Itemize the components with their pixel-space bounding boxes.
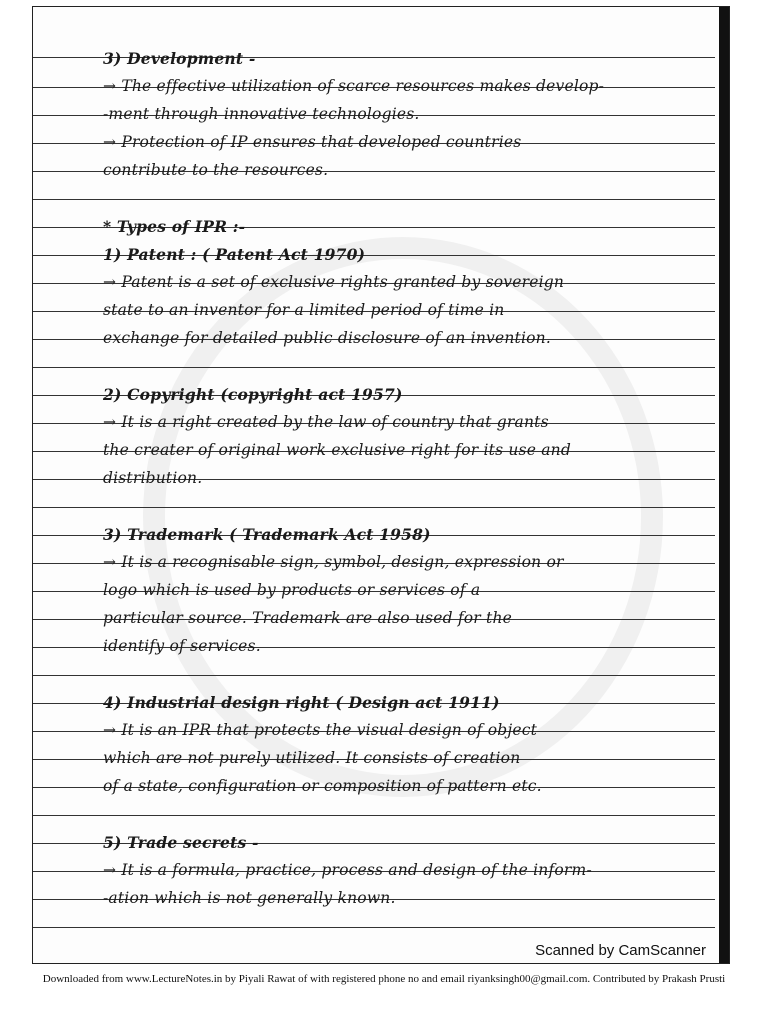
ruled-line [33,815,715,816]
note-line: the creater of original work exclusive right for its use and [103,441,571,459]
ruled-line [33,199,715,200]
note-line: distribution. [103,469,203,487]
note-line: → The effective utilization of scarce resources makes develop- [103,77,605,95]
section-heading-copyright: 2) Copyright (copyright act 1957) [103,385,403,404]
notebook-page [32,6,730,964]
note-line: particular source. Trademark are also used for the [103,609,513,627]
section-heading-trademark: 3) Trademark ( Trademark Act 1958) [103,525,431,544]
section-heading-types-of-ipr: * Types of IPR :- [103,217,246,236]
note-line: which are not purely utilized. It consists of creation [103,749,521,767]
note-line: of a state, configuration or composition of pattern etc. [103,777,542,795]
watermark-seal [143,237,663,797]
scanner-watermark: Scanned by CamScanner [535,942,706,959]
note-line: -ment through innovative technologies. [103,105,420,123]
note-line: → Protection of IP ensures that developed countries [103,133,522,151]
page-binding-edge [719,7,729,963]
section-heading-development: 3) Development - [103,49,256,68]
section-heading-patent: 1) Patent : ( Patent Act 1970) [103,245,366,264]
note-line: -ation which is not generally known. [103,889,396,907]
note-line: → It is a recognisable sign, symbol, design, expression or [103,553,564,571]
download-footer: Downloaded from www.LectureNotes.in by Piyali Rawat of with registered phone no and email riyanksingh00@gmail.com. Contributed by Prakash Prusti [42,973,726,985]
note-line: → It is a right created by the law of country that grants [103,413,549,431]
note-line: exchange for detailed public disclosure of an invention. [103,329,551,347]
note-line: identify of services. [103,637,261,655]
note-line: state to an inventor for a limited period of time in [103,301,505,319]
section-heading-industrial-design: 4) Industrial design right ( Design act 1911) [103,693,500,712]
ruled-line [33,367,715,368]
note-line: → It is a formula, practice, process and design of the inform- [103,861,592,879]
note-line: → Patent is a set of exclusive rights granted by sovereign [103,273,565,291]
ruled-line [33,927,715,928]
ruled-line [33,675,715,676]
note-line: logo which is used by products or services of a [103,581,481,599]
note-line: contribute to the resources. [103,161,329,179]
ruled-line [33,507,715,508]
note-line: → It is an IPR that protects the visual design of object [103,721,538,739]
section-heading-trade-secrets: 5) Trade secrets - [103,833,259,852]
